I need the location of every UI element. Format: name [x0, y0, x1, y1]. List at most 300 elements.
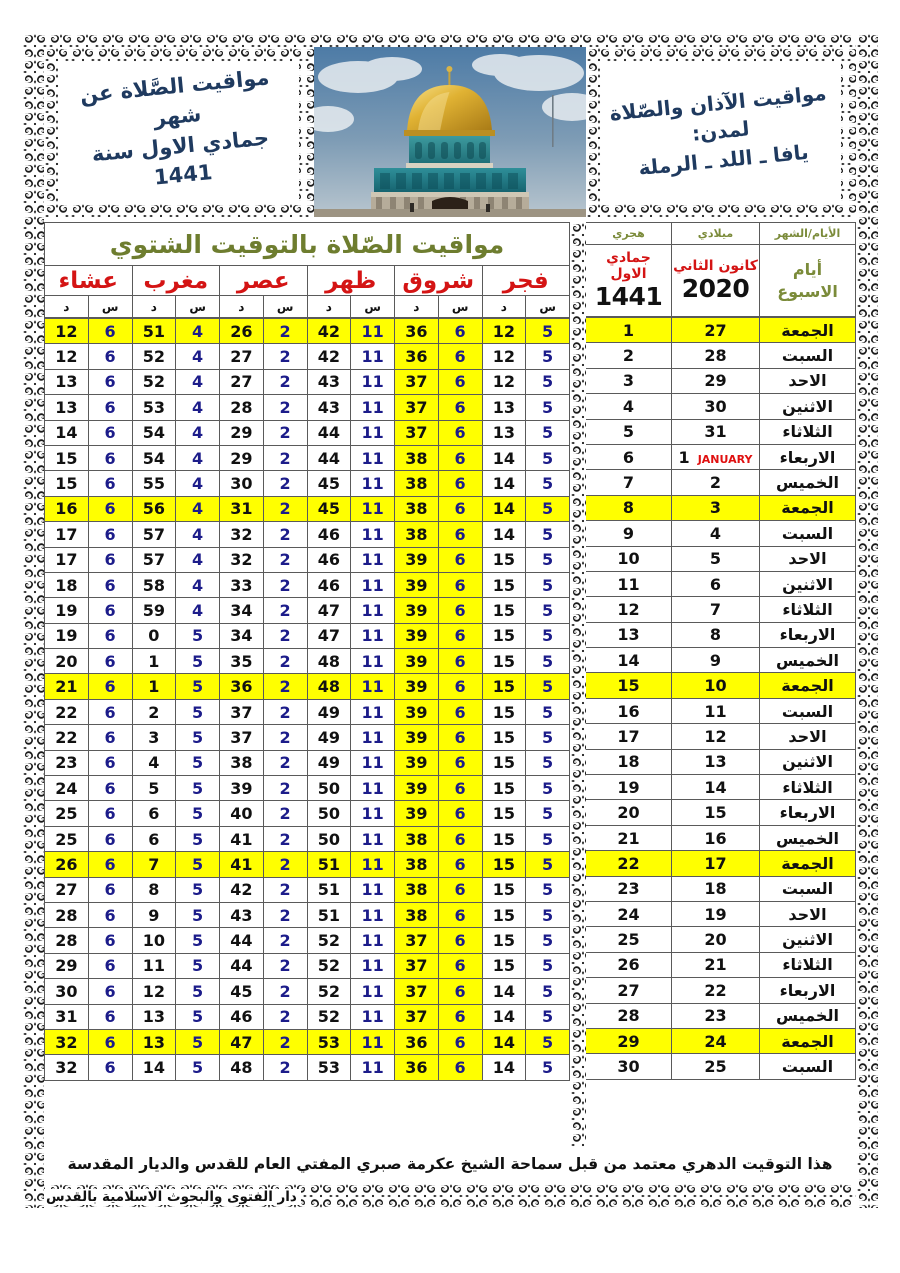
gregorian-date-cell: 18	[672, 876, 760, 901]
isha-minute-cell: 32	[45, 1029, 89, 1054]
day-name-cell: الثلاثاء	[760, 597, 856, 622]
date-row[interactable]	[586, 419, 856, 444]
shurooq-minute-cell: 37	[395, 395, 439, 420]
gregorian-date-cell: 4	[672, 521, 760, 546]
prayer-row[interactable]	[45, 699, 570, 724]
hijri-date-cell: 22	[586, 851, 672, 876]
shurooq-hour-cell: 6	[438, 750, 482, 775]
prayer-name-label: مغرب	[143, 267, 209, 294]
day-name-cell: الاحد	[760, 901, 856, 926]
dhuhr-minute-cell: 51	[307, 852, 351, 877]
fajr-hour-cell: 5	[526, 496, 570, 521]
dhuhr-minute-cell: 50	[307, 801, 351, 826]
dhuhr-minute-cell: 43	[307, 395, 351, 420]
maghrib-hour-cell: 5	[176, 826, 220, 851]
fajr-minute-cell: 14	[482, 445, 526, 470]
fajr-hour-cell: 5	[526, 522, 570, 547]
hijri-date-cell: 27	[586, 978, 672, 1003]
date-row[interactable]	[586, 724, 856, 749]
gregorian-date-cell: 3	[672, 495, 760, 520]
asr-minute-cell: 44	[220, 953, 264, 978]
fajr-hour-cell: 5	[526, 852, 570, 877]
hijri-date-cell: 20	[586, 800, 672, 825]
subheader-minute: د	[307, 296, 351, 318]
day-name-cell: الجمعة	[760, 318, 856, 343]
fajr-hour-cell: 5	[526, 598, 570, 623]
subheader-hour: س	[438, 296, 482, 318]
shurooq-minute-cell: 37	[395, 979, 439, 1004]
asr-hour-cell: 2	[263, 826, 307, 851]
fajr-minute-cell: 12	[482, 344, 526, 369]
shurooq-hour-cell: 6	[438, 598, 482, 623]
asr-hour-cell: 2	[263, 547, 307, 572]
dhuhr-hour-cell: 11	[351, 445, 395, 470]
isha-hour-cell: 6	[88, 826, 132, 851]
asr-hour-cell: 2	[263, 598, 307, 623]
dhuhr-minute-cell: 52	[307, 928, 351, 953]
dhuhr-hour-cell: 11	[351, 420, 395, 445]
prayer-row[interactable]	[45, 522, 570, 547]
isha-minute-cell: 12	[45, 344, 89, 369]
asr-minute-cell: 41	[220, 826, 264, 851]
date-row[interactable]	[586, 673, 856, 698]
prayer-row[interactable]	[45, 420, 570, 445]
asr-minute-cell: 32	[220, 522, 264, 547]
prayer-table-block	[44, 222, 570, 1147]
fajr-hour-cell: 5	[526, 547, 570, 572]
dhuhr-hour-cell: 11	[351, 623, 395, 648]
gregorian-date-cell: 5	[672, 546, 760, 571]
date-row[interactable]	[586, 648, 856, 673]
day-name-cell: السبت	[760, 876, 856, 901]
prayer-row[interactable]	[45, 623, 570, 648]
asr-hour-cell: 2	[263, 522, 307, 547]
isha-minute-cell: 24	[45, 776, 89, 801]
fajr-hour-cell: 5	[526, 471, 570, 496]
shurooq-minute-cell: 37	[395, 1004, 439, 1029]
prayer-row[interactable]	[45, 826, 570, 851]
dhuhr-hour-cell: 11	[351, 1055, 395, 1080]
prayer-row[interactable]	[45, 1029, 570, 1054]
prayer-row[interactable]	[45, 547, 570, 572]
date-row[interactable]	[586, 800, 856, 825]
prayer-body-table	[44, 318, 570, 1081]
isha-hour-cell: 6	[88, 319, 132, 344]
asr-minute-cell: 35	[220, 649, 264, 674]
day-name-cell: الجمعة	[760, 673, 856, 698]
date-row[interactable]	[586, 495, 856, 520]
date-row[interactable]	[586, 1028, 856, 1053]
hijri-date-cell: 10	[586, 546, 672, 571]
maghrib-hour-cell: 4	[176, 395, 220, 420]
isha-hour-cell: 6	[88, 445, 132, 470]
prayer-row[interactable]	[45, 674, 570, 699]
border-ornament-left	[22, 33, 44, 1208]
dhuhr-minute-cell: 49	[307, 699, 351, 724]
prayer-header-5	[45, 266, 133, 296]
fajr-hour-cell: 5	[526, 826, 570, 851]
hijri-date-cell: 26	[586, 952, 672, 977]
isha-minute-cell: 18	[45, 572, 89, 597]
fajr-hour-cell: 5	[526, 877, 570, 902]
prayer-row[interactable]	[45, 852, 570, 877]
dome-of-the-rock-image	[314, 47, 586, 217]
shurooq-minute-cell: 39	[395, 776, 439, 801]
dhuhr-hour-cell: 11	[351, 826, 395, 851]
asr-minute-cell: 46	[220, 1004, 264, 1029]
banner-left-line1: مواقيت الصَّلاة عن شهر	[78, 65, 271, 131]
fajr-hour-cell: 5	[526, 979, 570, 1004]
header-banner	[44, 47, 856, 217]
prayer-row[interactable]	[45, 649, 570, 674]
isha-minute-cell: 19	[45, 598, 89, 623]
fajr-minute-cell: 15	[482, 598, 526, 623]
prayer-row[interactable]	[45, 725, 570, 750]
dhuhr-minute-cell: 44	[307, 420, 351, 445]
fajr-hour-cell: 5	[526, 953, 570, 978]
gregorian-date-cell: 16	[672, 825, 760, 850]
shurooq-minute-cell: 39	[395, 699, 439, 724]
shurooq-minute-cell: 39	[395, 674, 439, 699]
asr-hour-cell: 2	[263, 649, 307, 674]
shurooq-hour-cell: 6	[438, 1004, 482, 1029]
dhuhr-hour-cell: 11	[351, 699, 395, 724]
date-row[interactable]	[586, 927, 856, 952]
dhuhr-minute-cell: 44	[307, 445, 351, 470]
dome-illustration-icon	[314, 47, 586, 217]
date-row[interactable]	[586, 876, 856, 901]
gregorian-date-cell: 8	[672, 622, 760, 647]
prayer-row[interactable]	[45, 979, 570, 1004]
shurooq-hour-cell: 6	[438, 344, 482, 369]
date-row[interactable]	[586, 952, 856, 977]
asr-minute-cell: 36	[220, 674, 264, 699]
fajr-hour-cell: 5	[526, 1029, 570, 1054]
shurooq-hour-cell: 6	[438, 395, 482, 420]
isha-minute-cell: 17	[45, 547, 89, 572]
shurooq-hour-cell: 6	[438, 776, 482, 801]
hijri-date-cell: 2	[586, 343, 672, 368]
dhuhr-hour-cell: 11	[351, 928, 395, 953]
shurooq-minute-cell: 37	[395, 953, 439, 978]
hijri-date-cell: 4	[586, 394, 672, 419]
shurooq-minute-cell: 38	[395, 852, 439, 877]
asr-hour-cell: 2	[263, 471, 307, 496]
prayer-row[interactable]	[45, 953, 570, 978]
gregorian-date-cell: 23	[672, 1003, 760, 1028]
dhuhr-minute-cell: 52	[307, 953, 351, 978]
asr-hour-cell: 2	[263, 623, 307, 648]
fajr-minute-cell: 14	[482, 1029, 526, 1054]
day-name-cell: الخميس	[760, 648, 856, 673]
maghrib-minute-cell: 3	[132, 725, 176, 750]
isha-minute-cell: 15	[45, 471, 89, 496]
dates-header-days-label: الأيام/الشهر	[760, 223, 856, 245]
date-row[interactable]	[586, 749, 856, 774]
isha-minute-cell: 23	[45, 750, 89, 775]
hijri-date-cell: 11	[586, 571, 672, 596]
prayer-row[interactable]	[45, 395, 570, 420]
maghrib-minute-cell: 57	[132, 547, 176, 572]
asr-hour-cell: 2	[263, 1029, 307, 1054]
shurooq-hour-cell: 6	[438, 496, 482, 521]
isha-hour-cell: 6	[88, 1029, 132, 1054]
dhuhr-hour-cell: 11	[351, 750, 395, 775]
isha-minute-cell: 14	[45, 420, 89, 445]
shurooq-hour-cell: 6	[438, 319, 482, 344]
dhuhr-hour-cell: 11	[351, 674, 395, 699]
date-row[interactable]	[586, 343, 856, 368]
asr-hour-cell: 2	[263, 572, 307, 597]
shurooq-hour-cell: 6	[438, 369, 482, 394]
hijri-date-cell: 18	[586, 749, 672, 774]
day-name-cell: الجمعة	[760, 1028, 856, 1053]
hijri-date-cell: 12	[586, 597, 672, 622]
asr-hour-cell: 2	[263, 776, 307, 801]
dates-table-block	[586, 222, 856, 1147]
dhuhr-minute-cell: 51	[307, 902, 351, 927]
asr-hour-cell: 2	[263, 369, 307, 394]
gregorian-date-cell: 7	[672, 597, 760, 622]
asr-hour-cell: 2	[263, 674, 307, 699]
maghrib-minute-cell: 2	[132, 699, 176, 724]
shurooq-hour-cell: 6	[438, 1055, 482, 1080]
date-row[interactable]	[586, 597, 856, 622]
fajr-hour-cell: 5	[526, 1055, 570, 1080]
footer-note-primary	[44, 1148, 856, 1180]
prayer-row[interactable]	[45, 1004, 570, 1029]
fajr-hour-cell: 5	[526, 1004, 570, 1029]
asr-minute-cell: 30	[220, 471, 264, 496]
gregorian-date-cell: 20	[672, 927, 760, 952]
dates-body-table	[585, 317, 856, 1080]
shurooq-hour-cell: 6	[438, 572, 482, 597]
prayer-row[interactable]	[45, 471, 570, 496]
isha-minute-cell: 32	[45, 1055, 89, 1080]
date-row[interactable]	[586, 978, 856, 1003]
subheader-hour: س	[351, 296, 395, 318]
banner-right-line1: مواقيت الآذان والصّلاة	[608, 81, 828, 126]
date-row[interactable]	[586, 470, 856, 495]
date-row[interactable]	[586, 698, 856, 723]
fajr-minute-cell: 15	[482, 826, 526, 851]
maghrib-minute-cell: 13	[132, 1029, 176, 1054]
isha-hour-cell: 6	[88, 1004, 132, 1029]
dates-header-table	[585, 222, 856, 317]
dates-header-hijri-cell	[586, 245, 672, 317]
fajr-minute-cell: 12	[482, 369, 526, 394]
date-row[interactable]	[586, 318, 856, 343]
maghrib-hour-cell: 4	[176, 471, 220, 496]
hijri-date-cell: 23	[586, 876, 672, 901]
prayer-row[interactable]	[45, 801, 570, 826]
fajr-hour-cell: 5	[526, 902, 570, 927]
gregorian-date-cell: 25	[672, 1054, 760, 1079]
fajr-minute-cell: 15	[482, 699, 526, 724]
isha-hour-cell: 6	[88, 496, 132, 521]
dhuhr-hour-cell: 11	[351, 725, 395, 750]
weekdays-title-line2: الاسبوع	[777, 281, 838, 301]
dhuhr-hour-cell: 11	[351, 395, 395, 420]
gregorian-date-cell: 31	[672, 419, 760, 444]
date-row[interactable]	[586, 571, 856, 596]
isha-minute-cell: 12	[45, 319, 89, 344]
dhuhr-hour-cell: 11	[351, 369, 395, 394]
dhuhr-minute-cell: 45	[307, 471, 351, 496]
isha-minute-cell: 21	[45, 674, 89, 699]
dhuhr-hour-cell: 11	[351, 319, 395, 344]
prayer-row[interactable]	[45, 928, 570, 953]
shurooq-minute-cell: 37	[395, 369, 439, 394]
isha-minute-cell: 22	[45, 725, 89, 750]
hijri-date-cell: 25	[586, 927, 672, 952]
dhuhr-hour-cell: 11	[351, 979, 395, 1004]
prayer-row[interactable]	[45, 369, 570, 394]
prayer-row[interactable]	[45, 1055, 570, 1080]
dhuhr-minute-cell: 52	[307, 979, 351, 1004]
dhuhr-hour-cell: 11	[351, 877, 395, 902]
fajr-hour-cell: 5	[526, 623, 570, 648]
day-name-cell: الخميس	[760, 825, 856, 850]
dates-header-gregorian-cell	[672, 245, 760, 317]
gregorian-date-cell: 6	[672, 571, 760, 596]
fajr-hour-cell: 5	[526, 369, 570, 394]
date-row[interactable]	[586, 394, 856, 419]
asr-hour-cell: 2	[263, 344, 307, 369]
fajr-minute-cell: 15	[482, 953, 526, 978]
date-row[interactable]	[586, 368, 856, 393]
prayer-row[interactable]	[45, 776, 570, 801]
maghrib-hour-cell: 5	[176, 801, 220, 826]
gregorian-date-cell: 21	[672, 952, 760, 977]
date-row[interactable]	[586, 546, 856, 571]
gregorian-date-cell: 12	[672, 724, 760, 749]
prayer-row[interactable]	[45, 598, 570, 623]
day-name-cell: الاثنين	[760, 927, 856, 952]
fajr-minute-cell: 14	[482, 522, 526, 547]
gregorian-date-cell: 22	[672, 978, 760, 1003]
asr-hour-cell: 2	[263, 319, 307, 344]
maghrib-minute-cell: 6	[132, 801, 176, 826]
date-row[interactable]	[586, 444, 856, 469]
gregorian-date-cell: 10	[672, 673, 760, 698]
maghrib-minute-cell: 5	[132, 776, 176, 801]
asr-minute-cell: 26	[220, 319, 264, 344]
shurooq-hour-cell: 6	[438, 725, 482, 750]
prayer-name-label: عصر	[236, 267, 290, 294]
gregorian-date-cell: 14	[672, 775, 760, 800]
subheader-minute: د	[482, 296, 526, 318]
asr-minute-cell: 37	[220, 725, 264, 750]
date-row[interactable]	[586, 901, 856, 926]
maghrib-minute-cell: 12	[132, 979, 176, 1004]
asr-minute-cell: 33	[220, 572, 264, 597]
dhuhr-minute-cell: 53	[307, 1055, 351, 1080]
subheader-minute: د	[45, 296, 89, 318]
prayer-row[interactable]	[45, 496, 570, 521]
banner-right-line3: يافا ـ اللد ـ الرملة	[637, 139, 810, 181]
isha-minute-cell: 27	[45, 877, 89, 902]
gregorian-date-cell: 2	[672, 470, 760, 495]
shurooq-minute-cell: 38	[395, 522, 439, 547]
date-row[interactable]	[586, 775, 856, 800]
day-name-cell: الاربعاء	[760, 444, 856, 469]
maghrib-hour-cell: 5	[176, 725, 220, 750]
dhuhr-hour-cell: 11	[351, 522, 395, 547]
day-name-cell: الاثنين	[760, 571, 856, 596]
maghrib-hour-cell: 4	[176, 445, 220, 470]
maghrib-hour-cell: 4	[176, 420, 220, 445]
weekdays-title-line1: أيام	[792, 259, 823, 279]
asr-hour-cell: 2	[263, 928, 307, 953]
maghrib-hour-cell: 5	[176, 1004, 220, 1029]
maghrib-hour-cell: 5	[176, 1055, 220, 1080]
isha-hour-cell: 6	[88, 801, 132, 826]
maghrib-hour-cell: 4	[176, 572, 220, 597]
isha-minute-cell: 20	[45, 649, 89, 674]
isha-minute-cell: 16	[45, 496, 89, 521]
date-row[interactable]	[586, 1054, 856, 1079]
prayer-row[interactable]	[45, 319, 570, 344]
shurooq-minute-cell: 36	[395, 1029, 439, 1054]
gregorian-date-cell: 11	[672, 698, 760, 723]
shurooq-hour-cell: 6	[438, 649, 482, 674]
fajr-minute-cell: 15	[482, 725, 526, 750]
day-name-cell: السبت	[760, 343, 856, 368]
prayer-row[interactable]	[45, 344, 570, 369]
dhuhr-minute-cell: 48	[307, 649, 351, 674]
asr-hour-cell: 2	[263, 902, 307, 927]
prayer-row[interactable]	[45, 877, 570, 902]
dhuhr-minute-cell: 50	[307, 776, 351, 801]
dhuhr-hour-cell: 11	[351, 471, 395, 496]
maghrib-hour-cell: 5	[176, 699, 220, 724]
date-row[interactable]	[586, 521, 856, 546]
dhuhr-hour-cell: 11	[351, 801, 395, 826]
prayer-row[interactable]	[45, 750, 570, 775]
hijri-date-cell: 16	[586, 698, 672, 723]
shurooq-minute-cell: 38	[395, 902, 439, 927]
asr-minute-cell: 29	[220, 420, 264, 445]
prayer-name-label: شروق	[402, 267, 475, 294]
asr-minute-cell: 39	[220, 776, 264, 801]
january-marker-label: JANUARY	[697, 452, 753, 466]
isha-minute-cell: 13	[45, 369, 89, 394]
hijri-date-cell: 28	[586, 1003, 672, 1028]
prayer-row[interactable]	[45, 572, 570, 597]
fajr-hour-cell: 5	[526, 420, 570, 445]
prayer-header-0	[482, 266, 570, 296]
date-row[interactable]	[586, 825, 856, 850]
dhuhr-hour-cell: 11	[351, 953, 395, 978]
day-name-cell: الثلاثاء	[760, 419, 856, 444]
gregorian-date-cell: 19	[672, 901, 760, 926]
shurooq-minute-cell: 39	[395, 623, 439, 648]
date-row[interactable]	[586, 622, 856, 647]
shurooq-hour-cell: 6	[438, 979, 482, 1004]
isha-hour-cell: 6	[88, 877, 132, 902]
date-row[interactable]	[586, 1003, 856, 1028]
isha-hour-cell: 6	[88, 1055, 132, 1080]
day-name-cell: الجمعة	[760, 495, 856, 520]
prayer-row[interactable]	[45, 445, 570, 470]
date-row[interactable]	[586, 851, 856, 876]
maghrib-hour-cell: 4	[176, 522, 220, 547]
prayer-row[interactable]	[45, 902, 570, 927]
gregorian-date-cell: 28	[672, 343, 760, 368]
asr-hour-cell: 2	[263, 953, 307, 978]
prayer-name-label: ظهر	[325, 267, 377, 294]
